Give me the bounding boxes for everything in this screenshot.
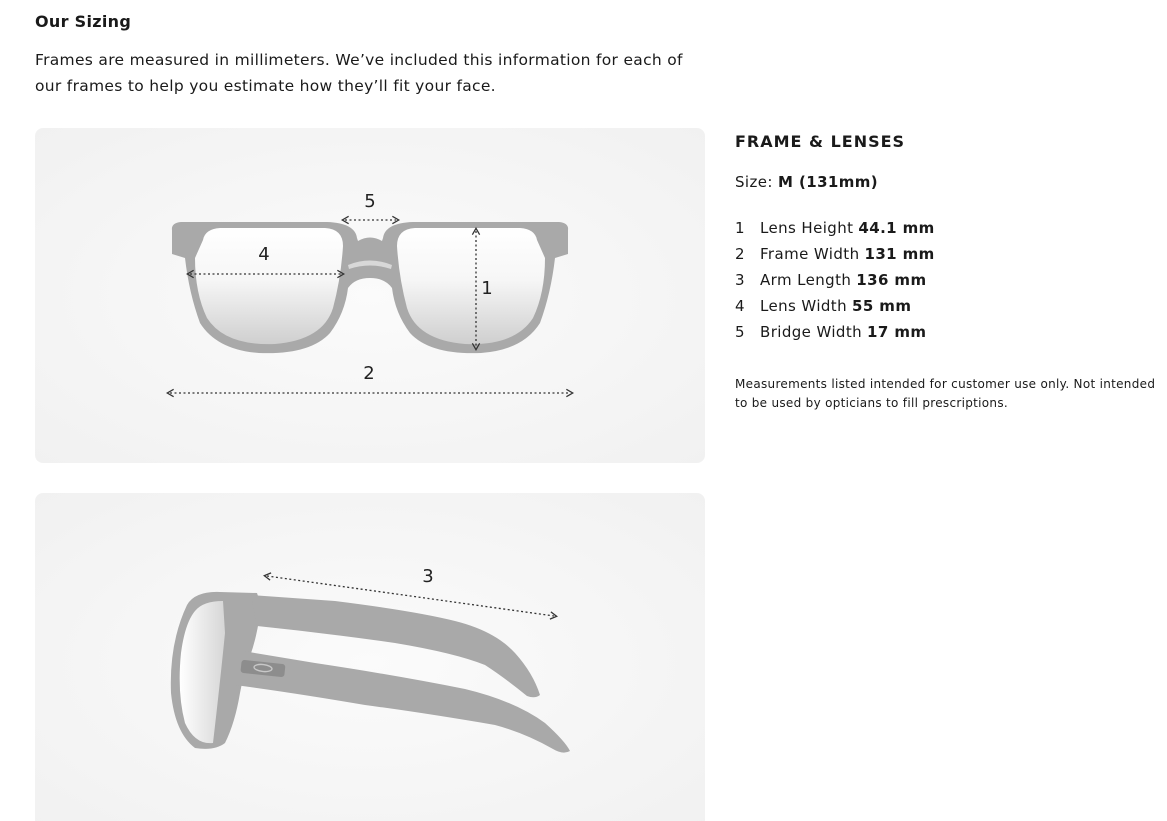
list-item: 5 Bridge Width 17 mm	[735, 319, 1167, 345]
measurement-label: Arm Length	[760, 271, 852, 289]
frame-lenses-panel	[735, 130, 1167, 413]
size-line	[735, 171, 1167, 193]
side-view-glasses-icon	[35, 493, 705, 821]
measurement-value: 131 mm	[864, 245, 935, 263]
arm-length-label: 3	[422, 566, 434, 587]
right-lens	[397, 228, 545, 344]
side-view-diagram	[35, 493, 705, 821]
measurement-value: 136 mm	[856, 271, 927, 289]
frame-lenses-title: FRAME & LENSES	[735, 132, 906, 151]
lens-height-label: 1	[481, 278, 493, 299]
list-item: 2 Frame Width 131 mm	[735, 241, 1167, 267]
bridge-width-label: 5	[364, 191, 376, 212]
measurement-disclaimer: Measurements listed intended for customer use only. Not intended to be used by opticians to fill prescriptions.	[735, 377, 1156, 410]
list-item: 1 Lens Height 44.1 mm	[735, 215, 1167, 241]
measurement-value: 17 mm	[867, 323, 927, 341]
size-value: M (131mm)	[778, 173, 879, 191]
measurement-value: 55 mm	[852, 297, 912, 315]
sizing-heading: Our Sizing	[35, 12, 132, 31]
lens-width-label: 4	[258, 244, 270, 265]
frame-width-label: 2	[363, 363, 375, 384]
size-label: Size:	[735, 173, 773, 191]
measurement-label: Bridge Width	[760, 323, 863, 341]
list-item: 3 Arm Length 136 mm	[735, 267, 1167, 293]
sizing-description: Frames are measured in millimeters. We’ve included this information for each of our frames to help you estimate how they’ll fit your face.	[35, 51, 683, 95]
measurement-label: Lens Height	[760, 219, 854, 237]
front-view-glasses-icon	[35, 128, 705, 463]
measurement-value: 44.1 mm	[858, 219, 935, 237]
front-view-diagram	[35, 128, 705, 463]
list-item: 4 Lens Width 55 mm	[735, 293, 1167, 319]
measurement-label: Lens Width	[760, 297, 847, 315]
measurement-label: Frame Width	[760, 245, 860, 263]
measurements-list	[735, 215, 1167, 345]
